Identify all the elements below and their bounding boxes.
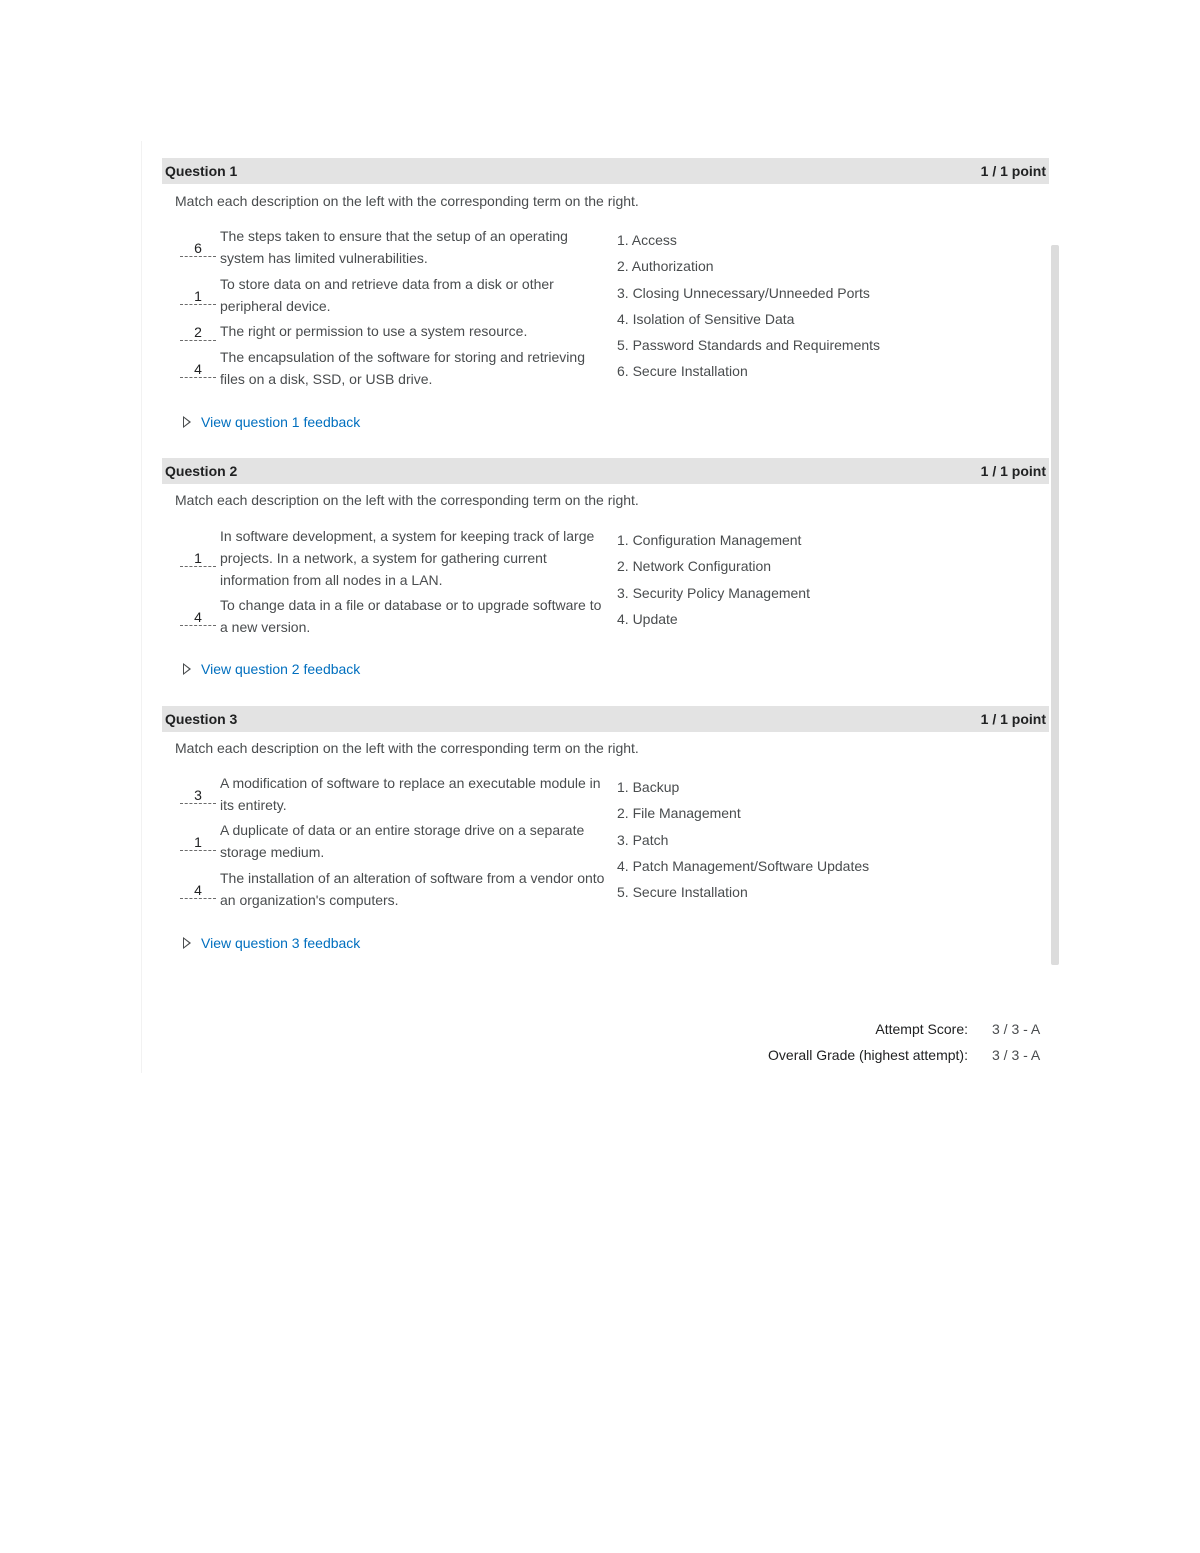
matched-answer: 6: [180, 241, 216, 257]
scrollbar[interactable]: [1051, 245, 1059, 965]
caret-right-icon: [183, 663, 191, 675]
matched-answer: 1: [180, 289, 216, 305]
term-item: 3. Security Policy Management: [617, 585, 810, 601]
term-item: 1. Backup: [617, 779, 680, 795]
match-description: To store data on and retrieve data from a disk or other peripheral device.: [220, 276, 554, 314]
term-item: 1. Access: [617, 232, 677, 248]
term-item: 3. Patch: [617, 832, 669, 848]
match-description: The encapsulation of the software for storing and retrieving files on a disk, SSD, or USB drive.: [220, 349, 585, 387]
matched-answer: 4: [180, 610, 216, 626]
attempt-score-value: 3 / 3 - A: [992, 1021, 1041, 1037]
question-2-header: [162, 458, 1049, 484]
view-feedback-link[interactable]: View question 1 feedback: [201, 414, 361, 430]
attempt-score-row: [875, 1021, 1048, 1037]
match-description: The installation of an alteration of software from a vendor onto an organization's computers.: [220, 870, 605, 908]
view-feedback-link[interactable]: View question 2 feedback: [201, 661, 361, 677]
term-item: 2. Network Configuration: [617, 558, 772, 574]
overall-grade-label: Overall Grade (highest attempt):: [768, 1047, 968, 1063]
attempt-score-label: Attempt Score:: [875, 1021, 968, 1037]
term-item: 6. Secure Installation: [617, 363, 748, 379]
question-prompt: Match each description on the left with the corresponding term on the right.: [175, 193, 639, 209]
question-title: Question 1: [165, 163, 238, 179]
view-feedback-toggle[interactable]: [183, 935, 360, 951]
overall-grade-row: [768, 1047, 1048, 1063]
matched-answer: 3: [180, 788, 216, 804]
matched-answer: 4: [180, 362, 216, 378]
term-item: 5. Secure Installation: [617, 884, 748, 900]
matched-answer: 1: [180, 835, 216, 851]
match-description: In software development, a system for keeping track of large projects. In a network, a system for gathering current information from all nodes in a LAN.: [220, 528, 595, 588]
term-item: 4. Isolation of Sensitive Data: [617, 311, 795, 327]
question-1-header: [162, 158, 1049, 184]
question-prompt: Match each description on the left with the corresponding term on the right.: [175, 740, 639, 756]
match-description: The right or permission to use a system resource.: [220, 323, 528, 339]
matched-answer: 2: [180, 325, 216, 341]
match-description: The steps taken to ensure that the setup of an operating system has limited vulnerabilities.: [220, 228, 568, 266]
matched-answer: 1: [180, 551, 216, 567]
question-points: 1 / 1 point: [980, 163, 1046, 179]
match-description: A duplicate of data or an entire storage drive on a separate storage medium.: [220, 822, 585, 860]
term-item: 5. Password Standards and Requirements: [617, 337, 881, 353]
view-feedback-toggle[interactable]: [183, 414, 360, 430]
question-points: 1 / 1 point: [980, 463, 1046, 479]
question-title: Question 2: [165, 463, 238, 479]
view-feedback-toggle[interactable]: [183, 661, 360, 677]
view-feedback-link[interactable]: View question 3 feedback: [201, 935, 361, 951]
overall-grade-value: 3 / 3 - A: [992, 1047, 1041, 1063]
term-item: 4. Update: [617, 611, 678, 627]
question-title: Question 3: [165, 711, 238, 727]
question-3-header: [162, 706, 1049, 732]
caret-right-icon: [183, 416, 191, 428]
matched-answer: 4: [180, 883, 216, 899]
question-prompt: Match each description on the left with the corresponding term on the right.: [175, 492, 639, 508]
term-item: 2. File Management: [617, 805, 741, 821]
term-item: 3. Closing Unnecessary/Unneeded Ports: [617, 285, 870, 301]
question-points: 1 / 1 point: [980, 711, 1046, 727]
match-description: A modification of software to replace an executable module in its entirety.: [220, 775, 601, 813]
match-description: To change data in a file or database or to upgrade software to a new version.: [220, 597, 602, 635]
caret-right-icon: [183, 937, 191, 949]
term-item: 2. Authorization: [617, 258, 714, 274]
term-item: 4. Patch Management/Software Updates: [617, 858, 870, 874]
term-item: 1. Configuration Management: [617, 532, 802, 548]
